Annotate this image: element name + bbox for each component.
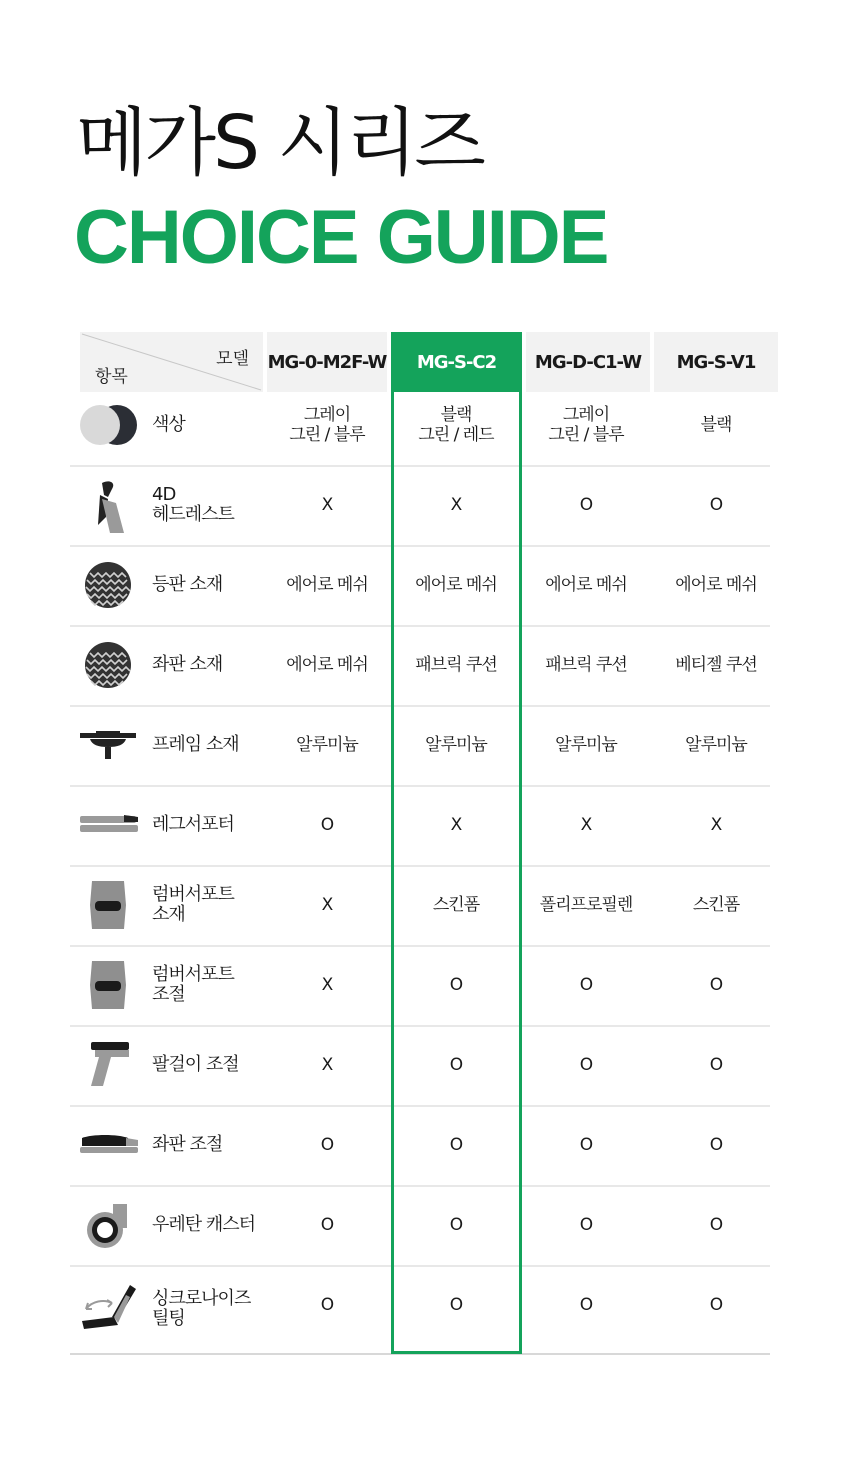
row-label: 럼버서포트 소재 — [152, 884, 234, 925]
table-cell: O — [709, 495, 723, 515]
table-cell: O — [449, 1135, 463, 1155]
table-cell: X — [450, 815, 462, 835]
table-cell: O — [709, 1135, 723, 1155]
table-cell: 에어로 메쉬 — [415, 575, 497, 595]
table-cell: O — [579, 975, 593, 995]
table-cell: O — [449, 1215, 463, 1235]
row-label: 색상 — [152, 414, 185, 435]
table-cell: O — [449, 975, 463, 995]
table-cell: O — [709, 1295, 723, 1315]
row-label: 좌판 소재 — [152, 654, 223, 675]
series-title: 메가S 시리즈 — [76, 100, 483, 186]
header-corner-cell — [80, 332, 263, 392]
table-cell: O — [320, 815, 334, 835]
table-cell: O — [320, 1135, 334, 1155]
choice-guide-title: CHOICE GUIDE — [74, 195, 608, 280]
table-cell: X — [321, 495, 333, 515]
table-cell: 패브릭 쿠션 — [545, 655, 627, 675]
table-cell: 스킨폼 — [432, 895, 480, 915]
row-label: 팔걸이 조절 — [152, 1054, 239, 1075]
table-cell: X — [710, 815, 722, 835]
table-cell: 블랙 — [700, 415, 732, 435]
table-cell: 에어로 메쉬 — [286, 575, 368, 595]
table-cell: O — [709, 1215, 723, 1235]
mesh-icon — [78, 559, 138, 611]
table-cell: O — [579, 1295, 593, 1315]
tilting-icon — [78, 1283, 138, 1335]
seat-icon — [78, 1119, 138, 1171]
table-cell: O — [709, 1055, 723, 1075]
table-cell: 알루미늄 — [685, 735, 747, 755]
table-cell: 패브릭 쿠션 — [415, 655, 497, 675]
table-cell: 그레이 그린 / 블루 — [548, 405, 624, 445]
table-cell: X — [580, 815, 592, 835]
table-cell: O — [320, 1215, 334, 1235]
table-cell: O — [449, 1295, 463, 1315]
table-cell: 그레이 그린 / 블루 — [289, 405, 365, 445]
header-model-1: MG-0-M2F-W — [267, 332, 387, 392]
table-cell: X — [321, 975, 333, 995]
table-cell: O — [579, 1215, 593, 1235]
headrest-icon — [78, 479, 138, 531]
armrest-icon — [78, 1039, 138, 1091]
row-label: 우레탄 캐스터 — [152, 1214, 256, 1235]
table-cell: 알루미늄 — [296, 735, 358, 755]
row-label: 럼버서포트 조절 — [152, 964, 234, 1005]
table-cell: O — [579, 1135, 593, 1155]
lumbar-icon — [78, 879, 138, 931]
row-label: 좌판 조절 — [152, 1134, 223, 1155]
table-cell: 폴리프로필렌 — [539, 895, 633, 915]
table-cell: O — [579, 495, 593, 515]
table-cell: 알루미늄 — [425, 735, 487, 755]
header-model-label: 모델 — [216, 349, 249, 369]
table-cell: X — [450, 495, 462, 515]
highlight-column-border — [391, 332, 522, 1354]
row-label: 프레임 소재 — [152, 734, 239, 755]
frame-icon — [78, 719, 138, 771]
table-cell: O — [579, 1055, 593, 1075]
table-cell: X — [321, 1055, 333, 1075]
header-item-label: 항목 — [95, 367, 128, 387]
table-cell: 에어로 메쉬 — [675, 575, 757, 595]
mesh-icon — [78, 639, 138, 691]
row-label: 레그서포터 — [152, 814, 234, 835]
header-model-3: MG-D-C1-W — [526, 332, 650, 392]
table-cell: 알루미늄 — [555, 735, 617, 755]
table-cell: 스킨폼 — [692, 895, 740, 915]
table-cell: 베티젤 쿠션 — [675, 655, 757, 675]
table-cell: O — [709, 975, 723, 995]
lumbar-icon — [78, 959, 138, 1011]
table-cell: 에어로 메쉬 — [286, 655, 368, 675]
table-cell: O — [449, 1055, 463, 1075]
row-label: 싱크로나이즈 틸팅 — [152, 1288, 251, 1329]
table-cell: O — [320, 1295, 334, 1315]
caster-icon — [78, 1199, 138, 1251]
color-swatch-icon — [78, 399, 138, 451]
table-cell: 블랙 그린 / 레드 — [418, 405, 494, 445]
row-label: 등판 소재 — [152, 574, 223, 595]
legrest-icon — [78, 799, 138, 851]
table-cell: 에어로 메쉬 — [545, 575, 627, 595]
header-model-2-highlighted: MG-S-C2 — [391, 332, 522, 392]
table-cell: X — [321, 895, 333, 915]
header-model-4: MG-S-V1 — [654, 332, 778, 392]
row-label: 4D 헤드레스트 — [152, 484, 234, 525]
